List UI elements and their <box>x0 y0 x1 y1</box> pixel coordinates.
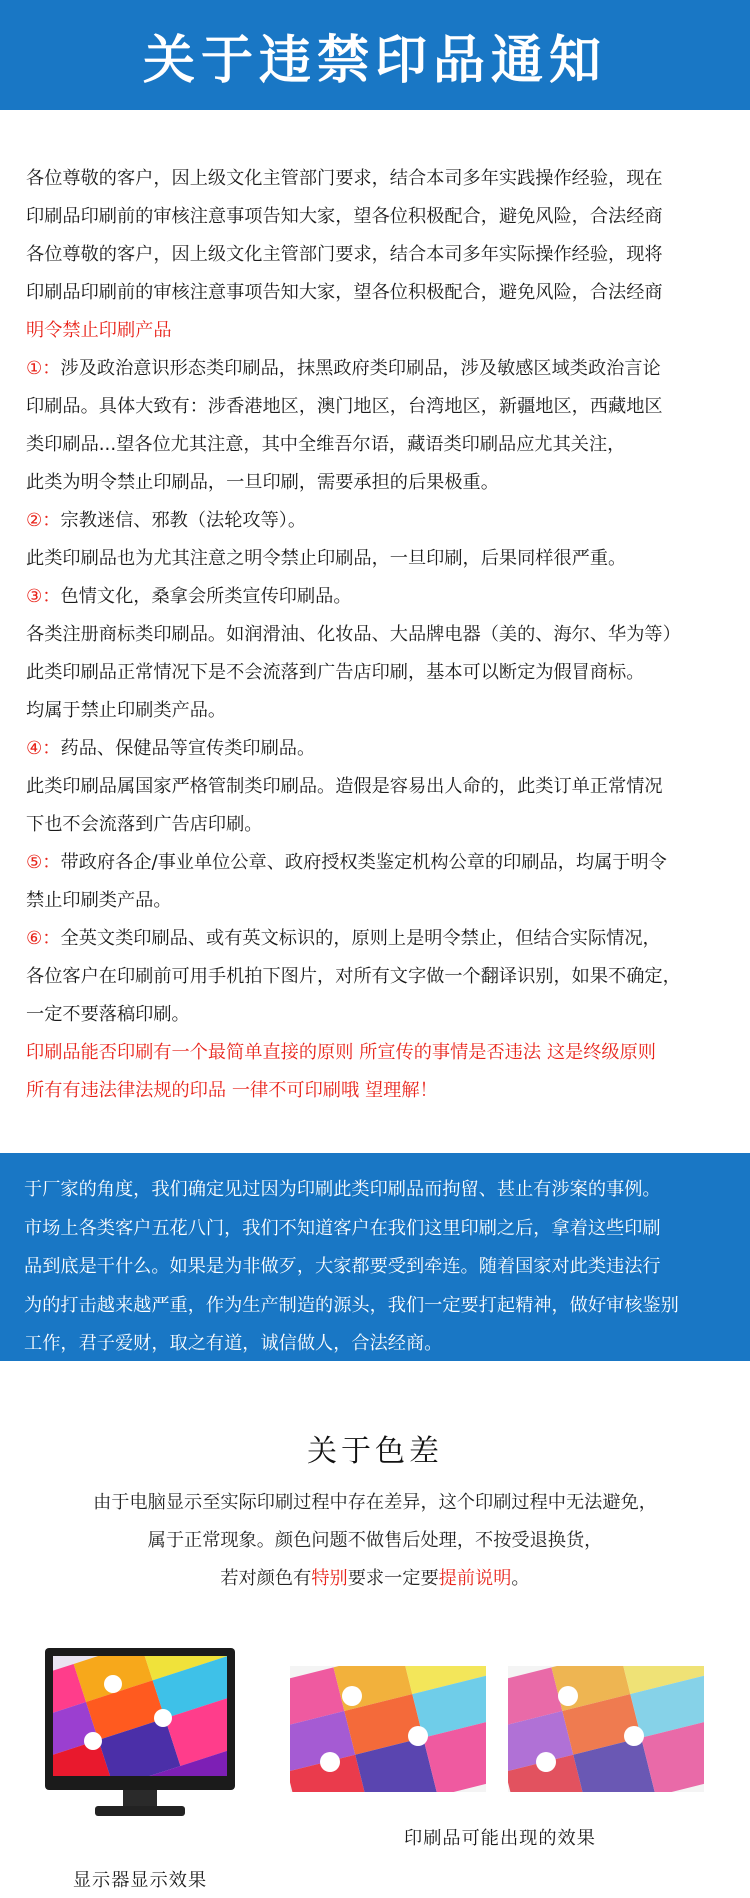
item-line: 禁止印刷类产品。 <box>26 890 172 911</box>
prohibited-heading: 明令禁止印刷产品 <box>26 320 172 341</box>
print-sample-image <box>290 1666 486 1792</box>
highlight-text: 提前说明 <box>438 1568 512 1589</box>
item-text: 宗教迷信、邪教（法轮攻等）。 <box>60 510 307 531</box>
item-line: 下也不会流落到广告店印刷。 <box>26 814 263 835</box>
print-caption: 印刷品可能出现的效果 <box>404 1828 596 1849</box>
item-marker: ⑤： <box>26 852 61 873</box>
item-text: 涉及政治意识形态类印刷品，抹黑政府类印刷品，涉及敏感区域类政治言论 <box>60 358 661 379</box>
item-line: 此类印刷品正常情况下是不会流落到广告店印刷，基本可以断定为假冒商标。 <box>26 662 645 683</box>
color-note-line: 属于正常现象。颜色问题不做售后处理，不按受退换货， <box>147 1530 603 1551</box>
item-text: 色情文化，桑拿会所类宣传印刷品。 <box>60 586 352 607</box>
text-segment: 若对颜色有 <box>220 1568 312 1589</box>
item-line: 此类印刷品属国家严格管制类印刷品。造假是容易出人命的，此类订单正常情况 <box>26 776 663 797</box>
highlight-text: 特别 <box>311 1568 348 1589</box>
item-marker: ②： <box>26 510 61 531</box>
statement-line: 工作，君子爱财，取之有道，诚信做人，合法经商。 <box>24 1333 443 1354</box>
item-line: 此类印刷品也为尤其注意之明令禁止印刷品，一旦印刷，后果同样很严重。 <box>26 548 627 569</box>
title-banner <box>0 0 750 110</box>
statement-line: 于厂家的角度，我们确定见过因为印刷此类印刷品而拘留、甚止有涉案的事例。 <box>24 1179 661 1200</box>
section-title: 关于色差 <box>307 1434 443 1469</box>
item-line: 一定不要落稿印刷。 <box>26 1004 190 1025</box>
comparison-images <box>0 1638 750 1898</box>
item-marker: ③： <box>26 586 61 607</box>
statement-line: 市场上各类客户五花八门，我们不知道客户在我们这里印刷之后，拿着这些印刷 <box>24 1217 661 1239</box>
item-1 <box>26 350 724 388</box>
item-text: 药品、保健品等宣传类印刷品。 <box>60 738 316 759</box>
print-sample-image <box>508 1666 704 1792</box>
item-5 <box>26 844 724 882</box>
item-6 <box>26 920 724 958</box>
item-3 <box>26 578 724 616</box>
item-line: 类印刷品...望各位尤其注意，其中全维吾尔语，藏语类印刷品应尤其关注， <box>26 434 626 455</box>
notice-line: 印刷品印刷前的审核注意事项告知大家，望各位积极配合，避免风险，合法经商 <box>26 282 663 303</box>
notice-line: 各位尊敬的客户，因上级文化主管部门要求，结合本司多年实践操作经验，现在 <box>26 168 663 189</box>
color-difference-section <box>0 1426 750 1898</box>
monitor-image <box>45 1648 235 1823</box>
color-note-line <box>0 1560 750 1598</box>
notice-section <box>0 110 750 1110</box>
item-line: 各位客户在印刷前可用手机拍下图片，对所有文字做一个翻译识别，如果不确定， <box>26 966 681 987</box>
principle-line: 所有有违法律法规的印品 一律不可印刷哦 望理解！ <box>26 1080 438 1101</box>
page-title: 关于违禁印品通知 <box>142 30 607 91</box>
text-segment: 要求一定要 <box>347 1568 439 1589</box>
statement-line: 品到底是干什么。如果是为非做歹，大家都要受到牵连。随着国家对此类违法行 <box>24 1256 661 1277</box>
principle-line: 印刷品能否印刷有一个最简单直接的原则 所宣传的事情是否违法 这是终级原则 <box>26 1042 656 1063</box>
item-2 <box>26 502 724 540</box>
item-text: 带政府各企/事业单位公章、政府授权类鉴定机构公章的印刷品，均属于明令 <box>60 852 667 873</box>
item-line: 各类注册商标类印刷品。如润滑油、化妆品、大品牌电器（美的、海尔、华为等） <box>26 624 681 645</box>
color-note-line: 由于电脑显示至实际印刷过程中存在差异，这个印刷过程中无法避免， <box>93 1492 657 1513</box>
text-segment: 。 <box>511 1568 530 1589</box>
monitor-screen <box>53 1656 227 1776</box>
notice-line: 印刷品印刷前的审核注意事项告知大家，望各位积极配合，避免风险，合法经商 <box>26 206 663 227</box>
item-marker: ⑥： <box>26 928 61 949</box>
item-line: 此类为明令禁止印刷品，一旦印刷，需要承担的后果极重。 <box>26 472 499 493</box>
monitor-base <box>95 1806 185 1816</box>
statement-line: 为的打击越来越严重，作为生产制造的源头，我们一定要打起精神，做好审核鉴别 <box>24 1294 679 1316</box>
monitor-caption: 显示器显示效果 <box>72 1870 208 1891</box>
item-line: 均属于禁止印刷类产品。 <box>26 700 227 721</box>
item-marker: ①： <box>26 358 61 379</box>
item-marker: ④： <box>26 738 61 759</box>
factory-statement <box>0 1153 750 1361</box>
notice-line: 各位尊敬的客户，因上级文化主管部门要求，结合本司多年实际操作经验，现将 <box>26 244 663 265</box>
monitor-bezel <box>45 1648 235 1790</box>
item-line: 印刷品。具体大致有：涉香港地区，澳门地区，台湾地区，新疆地区，西藏地区 <box>26 396 663 417</box>
item-text: 全英文类印刷品、或有英文标识的，原则上是明令禁止，但结合实际情况， <box>60 928 661 949</box>
item-4 <box>26 730 724 768</box>
